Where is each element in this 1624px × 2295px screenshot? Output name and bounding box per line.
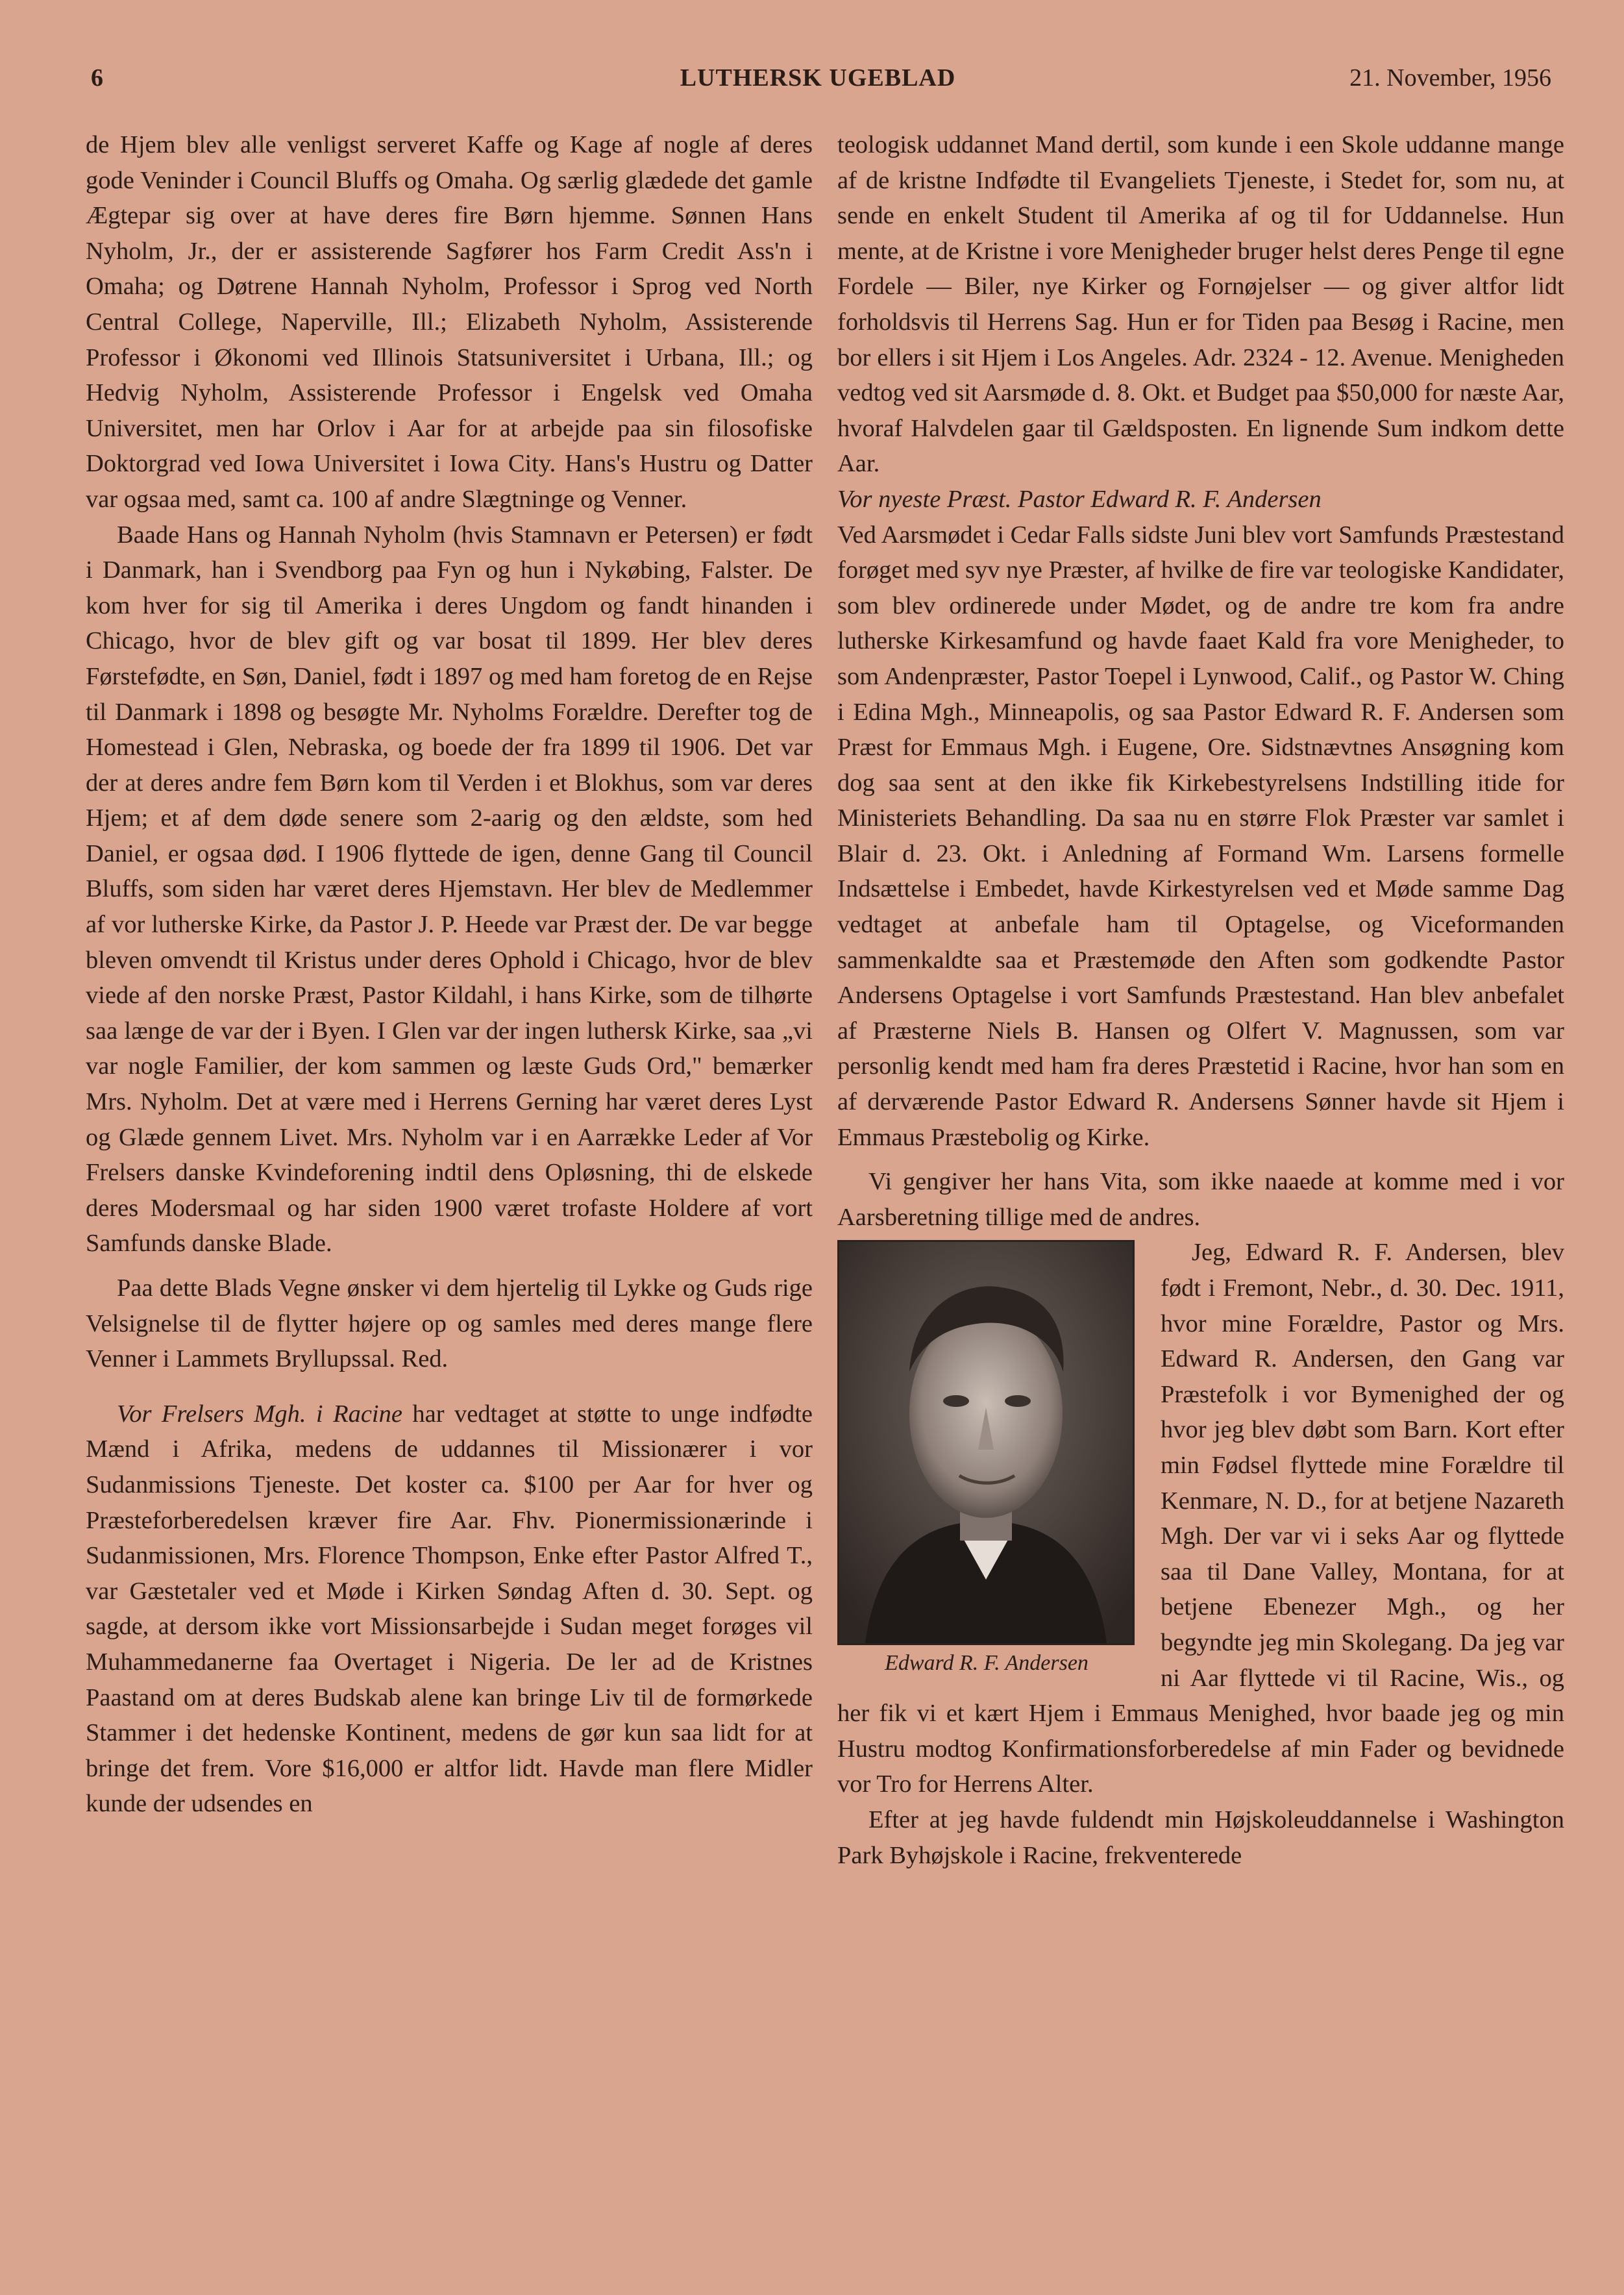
portrait-figure	[837, 1240, 1136, 1679]
portrait-image	[839, 1242, 1133, 1643]
issue-date: 21. November, 1956	[1349, 64, 1551, 92]
racine-lead: Vor Frelsers Mgh. i Racine	[117, 1400, 402, 1428]
nyholm-paragraph-2: Baade Hans og Hannah Nyholm (hvis Stamnavn er Petersen) er født i Danmark, han i Svendborg paa Fyn og hun i Nykøbing, Falster. De kom hver for sig til Amerika i deres Ungdom og fandt hinanden i Chicago, hvor de blev gift og var bosat til 1899. Her blev deres Førstefødte, en Søn, Daniel, født i 1897 og med ham foretog de en Rejse til Danmark i 1898 og besøgte Mr. Nyholms Forældre. Derefter tog de Homestead i Glen, Nebraska, og boede der fra 1899 til 1906. Det var der at deres andre fem Børn kom til Verden i et Blokhus, som var deres Hjem; et af dem døde senere som 2-aarig og den ældste, som hed Daniel, er ogsaa død. I 1906 flyttede de igen, denne Gang til Council Bluffs, som siden har været deres Hjemstavn. Her blev de Medlemmer af vor lutherske Kirke, da Pastor J. P. Heede var Præst der. De var begge bleven omvendt til Kristus under deres Ophold i Chicago, hvor de blev viede af den norske Præst, Pastor Kildahl, i hans Kirke, som de tilhørte saa længe de var der i Byen. I Glen var der ingen luthersk Kirke, saa „vi var nogle Familier, der kom sammen og læste Guds Ord," bemærker Mrs. Nyholm. Det at være med i Herrens Gerning har været deres Lyst og Glæde gennem Livet. Mrs. Nyholm var i en Aarrække Leder af Vor Frelsers danske Kvindeforening indtil dens Opløsning, thi de elskede deres Modersmaal og har siden 1900 været trofaste Holdere af vort Samfunds danske Blade.	[86, 521, 813, 1258]
racine-text: har vedtaget at støtte to unge indfødte Mænd i Afrika, medens de uddannes til Missionærer i vor Sudanmissions Tjeneste. Det koster ca. $100 per Aar for hver og Præsteforberedelsen kræver fire Aar. Fhv. Pionermissionærinde i Sudanmissionen, Mrs. Florence Thompson, Enke efter Pastor Alfred T., var Gæstetaler ved et Møde i Kirken Søndag Aften d. 30. Sept. og sagde, at dersom ikke vort Missionsarbejde i Sudan meget forøges vil Muhammedanerne faa Overtaget i Nigeria. De ler ad de Kristnes Paastand om at deres Budskab alene kan bringe Liv til de formørkede Stammer i det hedenske Kontinent, medens de gør kun saa lidt for at bringe det frem. Vore $16,000 er altfor lidt. Havde man flere Midler kunde der udsendes en	[86, 1400, 813, 1818]
page-header	[84, 60, 1551, 99]
nyholm-paragraph-3: Paa dette Blads Vegne ønsker vi dem hjertelig til Lykke og Guds rige Velsignelse til de flytter højere op og samles med deres mange flere Venner i Lammets Bryllupssal. Red.	[86, 1274, 813, 1373]
publication-title: LUTHERSK UGEBLAD	[680, 64, 956, 92]
andersen-vita-paragraph: Jeg, Edward R. F. Andersen, blev født i Fremont, Nebr., d. 30. Dec. 1911, hvor mine Forældre, Pastor og Mrs. Edward R. Andersen, den Gang var Præstefolk i vor Bymenighed der og hvor jeg blev døbt som Barn. Kort efter min Fødsel flyttede mine Forældre til Kenmare, N. D., for at betjene Nazareth Mgh. Der var vi i seks Aar og flyttede saa til Dane Valley, Montana, for at betjene Ebenezer Mgh., og her begyndte jeg min Skolegang. Da jeg var ni Aar flyttede vi til Racine, Wis., og her fik vi et kært Hjem i Emmaus Menighed, hvor baade jeg og min Hustru modtog Konfirmationsforberedelse af min Fader og bevidnede vor Tro for Herrens Alter.	[837, 1239, 1564, 1798]
andersen-vita-paragraph-2: Efter at jeg havde fuldendt min Højskoleuddannelse i Washington Park Byhøjskole i Racine, frekventerede	[837, 1805, 1564, 1869]
andersen-paragraph-1: Ved Aarsmødet i Cedar Falls sidste Juni blev vort Samfunds Præstestand forøget med syv nye Præster, af hvilke de fire var teologiske Kandidater, som blev ordinerede under Mødet, og de andre tre kom fra andre lutherske Kirkesamfund og havde faaet Kald fra vore Menigheder, to som Andenpræster, Pastor Toepel i Lynwood, Calif., og Pastor W. Ching i Edina Mgh., Minneapolis, og saa Pastor Edward R. F. Andersen som Præst for Emmaus Mgh. i Eugene, Ore. Sidstnævtnes Ansøgning kom dog saa sent at den ikke fik Kirkebestyrelsens Indstilling itide for Ministeriets Behandling. Da saa nu en større Flok Præster var samlet i Blair d. 23. Okt. i Anledning af Formand Wm. Larsens formelle Indsættelse i Embedet, havde Kirkestyrelsen ved et Møde samme Dag vedtaget at anbefale ham til Optagelse, og Viceformanden sammenkaldte saa et Præstemøde den Aften som godkendte Pastor Andersens Optagelse i vort Samfunds Præstestand. Han blev anbefalet af Præsterne Niels B. Hansen og Olfert V. Magnussen, som var personlig kendt med ham fra deres Præstetid i Racine, hvor han som en af derværende Pastor Edward R. Andersens Sønner havde sit Hjem i Emmaus Præstebolig og Kirke.	[837, 521, 1564, 1151]
nyholm-paragraph-1: de Hjem blev alle venligst serveret Kaffe og Kage af nogle af deres gode Veninder i Council Bluffs og Omaha. Og særlig glædede det gamle Ægtepar sig over at have deres fire Børn hjemme. Sønnen Hans Nyholm, Jr., der er assisterende Sagfører hos Farm Credit Ass'n i Omaha; og Døtrene Hannah Nyholm, Professor i Sprog ved North Central College, Naperville, Ill.; Elizabeth Nyholm, Assisterende Professor i Økonomi ved Illinois Statsuniversitet i Urbana, Ill.; og Hedvig Nyholm, Assisterende Professor i Engelsk ved Omaha Universitet, men har Orlov i Aar for at arbejde paa sin filosofiske Doktorgrad ved Iowa Universitet i Iowa City. Hans's Hustru og Datter var ogsaa med, samt ca. 100 af andre Slægtninge og Venner.	[86, 131, 813, 513]
portrait-caption: Edward R. F. Andersen	[885, 1651, 1089, 1676]
portrait-photo	[837, 1240, 1135, 1645]
page-number: 6	[91, 64, 103, 92]
section-subhead: Vor nyeste Præst. Pastor Edward R. F. Andersen	[837, 485, 1322, 513]
mission-paragraph: teologisk uddannet Mand dertil, som kunde i een Skole uddanne mange af de kristne Indfødte til Evangeliets Tjeneste, i Stedet for, som nu, at sende en enkelt Student til Amerika af og til for Uddannelse. Hun mente, at de Kristne i vore Menigheder bruger helst deres Penge til egne Fordele — Biler, nye Kirker og Fornøjelser — og giver altfor lidt forholdsvis til Herrens Sag. Hun er for Tiden paa Besøg i Racine, men bor ellers i sit Hjem i Los Angeles. Adr. 2324 - 12. Avenue. Menigheden vedtog ved sit Aarsmøde d. 8. Okt. et Budget paa $50,000 for næste Aar, hvoraf Halvdelen gaar til Gældsposten. En lignende Sum indkom dette Aar.	[837, 131, 1564, 478]
racine-paragraph	[86, 1396, 813, 1822]
right-column	[837, 127, 1564, 1873]
andersen-paragraph-2: Vi gengiver her hans Vita, som ikke naaede at komme med i vor Aarsberetning tillige med de andres.	[837, 1168, 1564, 1231]
left-column	[86, 127, 813, 1822]
